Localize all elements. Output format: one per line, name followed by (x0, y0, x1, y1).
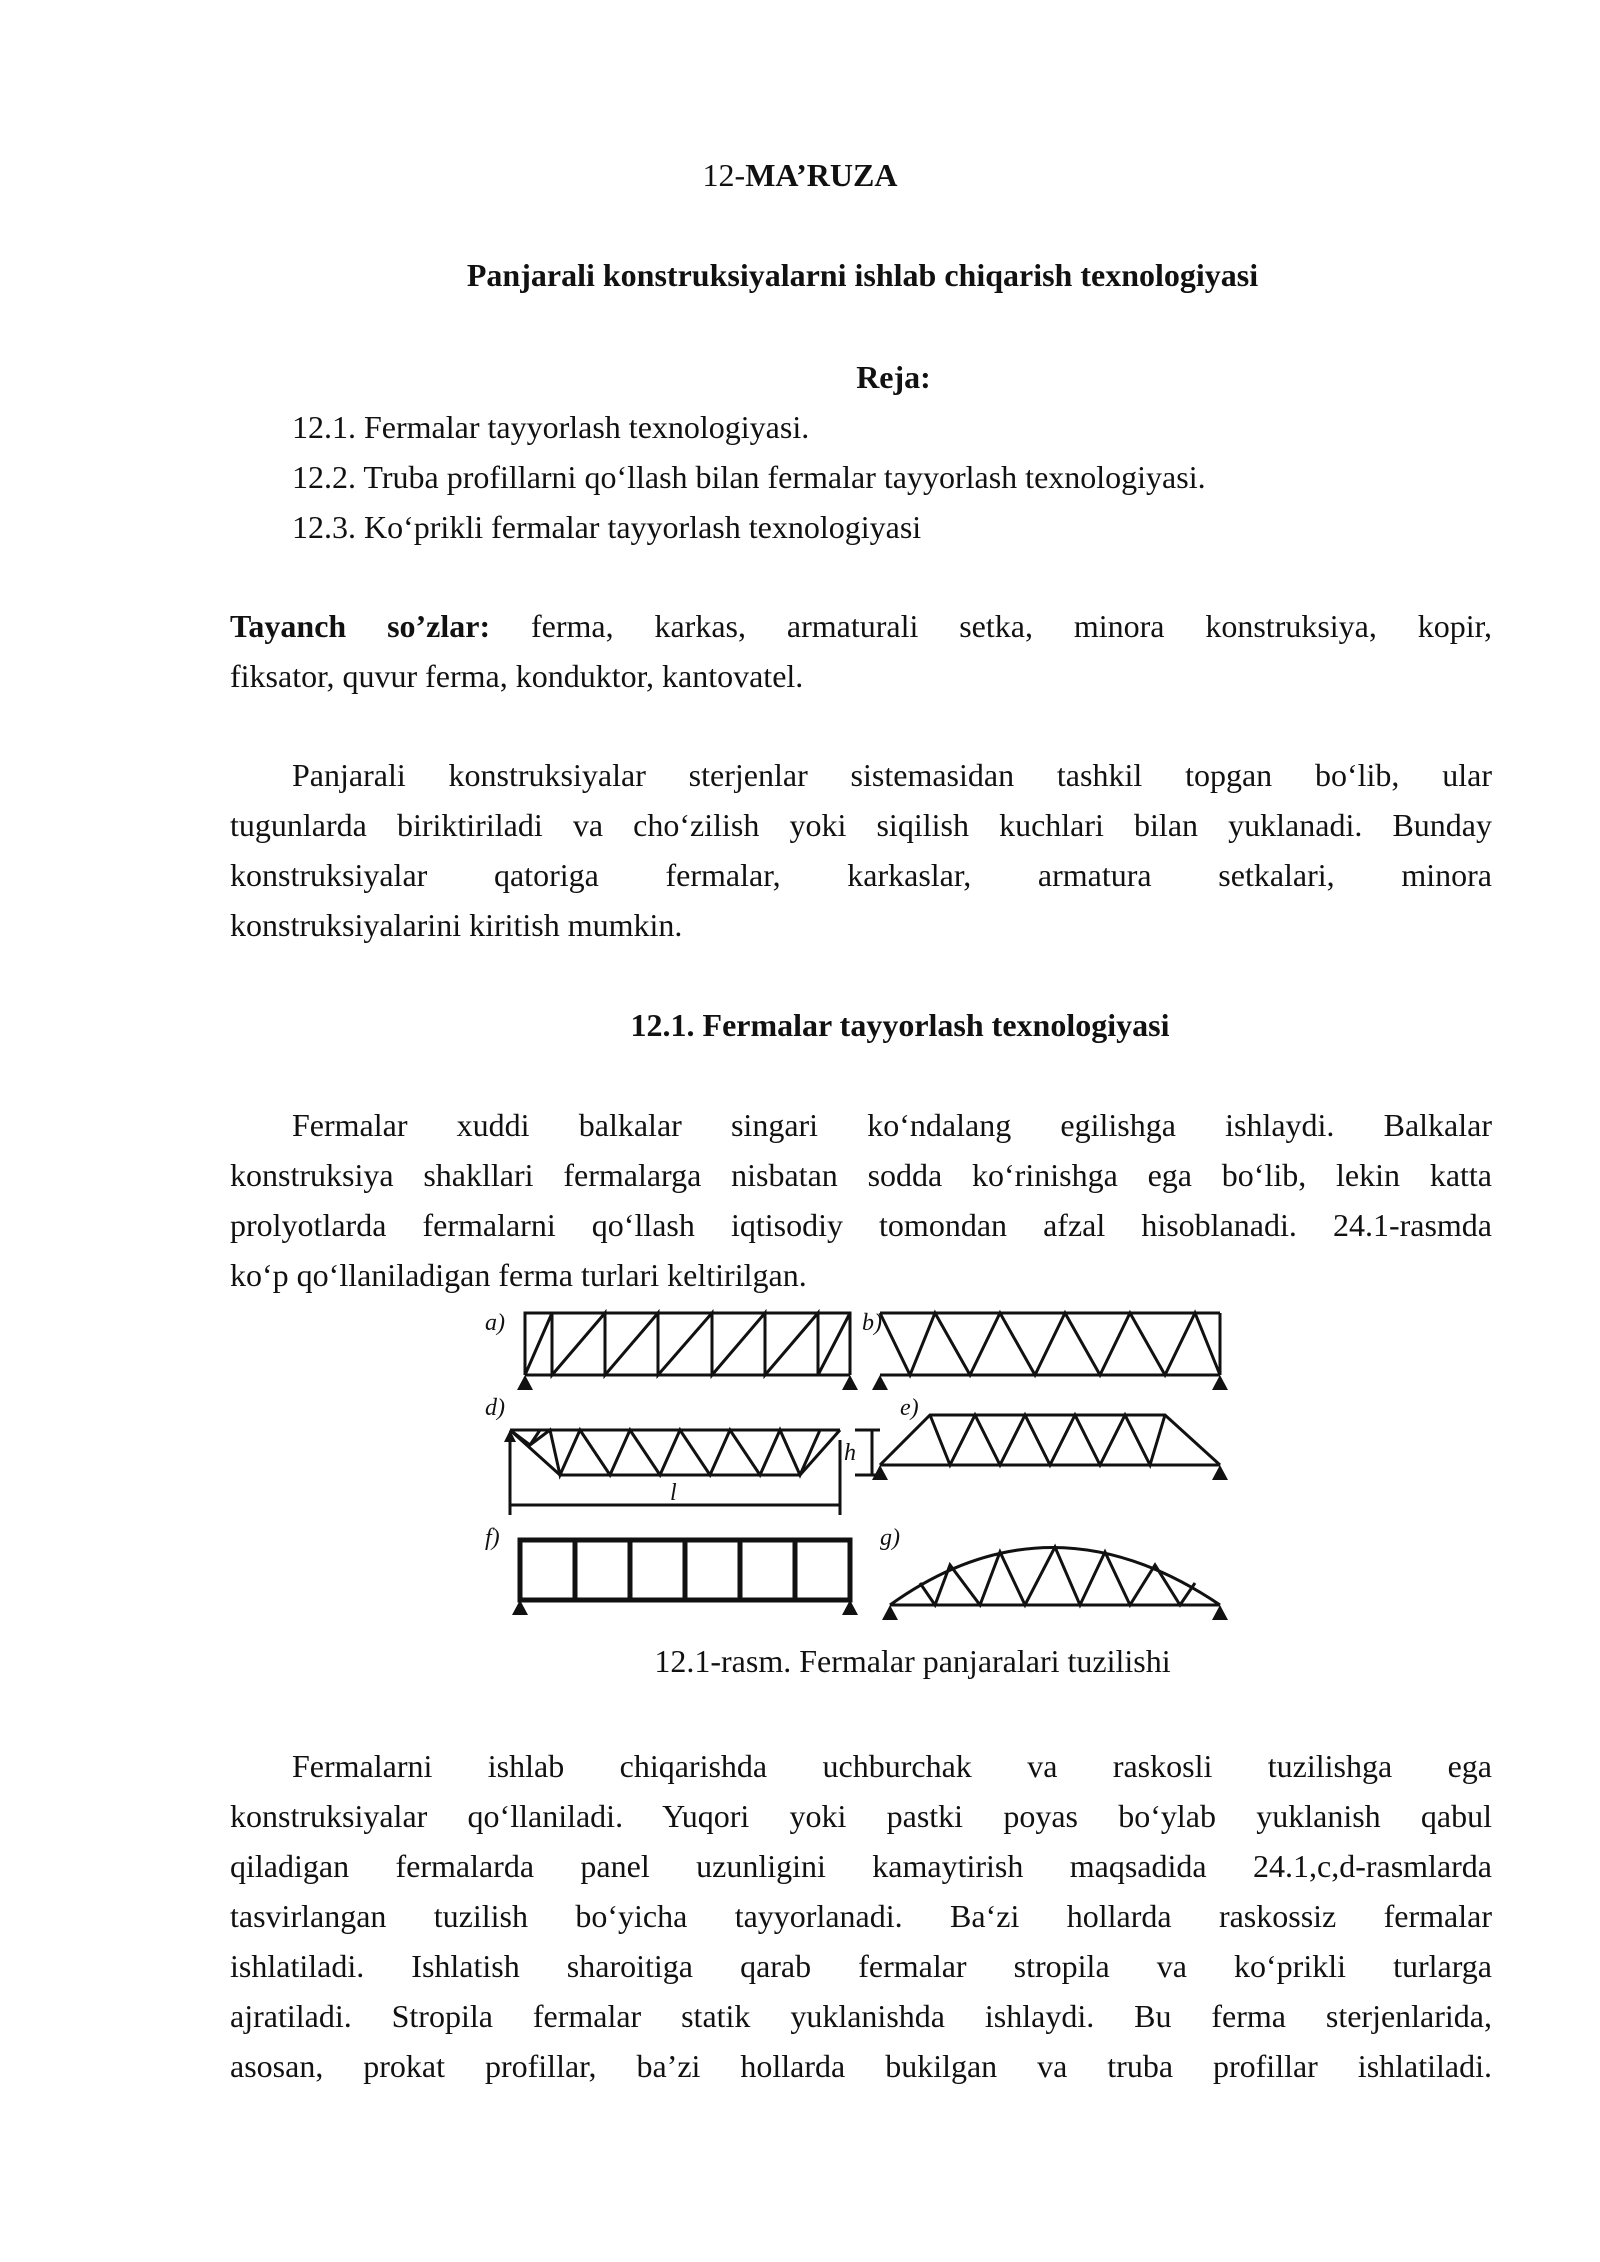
figure-label-a: a) (485, 1310, 505, 1336)
section-heading: 12.1. Fermalar tayyorlash texnologiyasi (630, 1007, 1170, 1043)
lecture-title (0, 150, 1600, 200)
section-paragraph (230, 1100, 1492, 1300)
truss-f (485, 1525, 858, 1615)
figure-caption: 12.1-rasm. Fermalar panjaralari tuzilishi (654, 1643, 1171, 1679)
paragraph-line: ko‘p qo‘llaniladigan ferma turlari keltirilgan. (230, 1257, 807, 1293)
paragraph-line: konstruksiyalar qo‘llaniladi. Yuqori yoki pastki poyas bo‘ylab yuklanish qabul (230, 1798, 1492, 1834)
figure-label-d: d) (485, 1395, 505, 1421)
paragraph-line: ajratiladi. Stropila fermalar statik yuklanishda ishlaydi. Bu ferma sterjenlarida, (230, 1998, 1492, 2034)
plan-item: 12.3. Ko‘prikli fermalar tayyorlash texnologiyasi (292, 509, 922, 545)
keywords-line: fiksator, quvur ferma, konduktor, kantovatel. (230, 658, 804, 694)
truss-types-figure (480, 1300, 1240, 1630)
figure-label-g: g) (880, 1525, 900, 1551)
figure-label-l: l (670, 1480, 677, 1506)
figure-label-f: f) (485, 1525, 500, 1551)
paragraph-line: Panjarali konstruksiyalar sterjenlar sistemasidan tashkil topgan bo‘lib, ular (292, 757, 1492, 793)
document-title: Panjarali konstruksiyalarni ishlab chiqarish texnologiyasi (466, 257, 1259, 293)
figure-label-h: h (844, 1440, 856, 1466)
paragraph-line: Fermalar xuddi balkalar singari ko‘ndalang egilishga ishlaydi. Balkalar (292, 1107, 1492, 1143)
keywords-text: ferma, karkas, armaturali setka, minora konstruksiya, kopir, (490, 608, 1493, 644)
intro-paragraph (230, 750, 1492, 950)
paragraph-line: ishlatiladi. Ishlatish sharoitiga qarab fermalar stropila va ko‘prikli turlarga (230, 1948, 1492, 1984)
truss-g (880, 1525, 1228, 1620)
paragraph-line: qiladigan fermalarda panel uzunligini kamaytirish maqsadida 24.1,c,d-rasmlarda (230, 1848, 1492, 1884)
plan-heading: Reja: (856, 359, 931, 395)
paragraph-line: prolyotlarda fermalarni qo‘llash iqtisodiy tomondan afzal hisoblanadi. 24.1-rasmda (230, 1207, 1492, 1243)
truss-e (872, 1395, 1228, 1480)
truss-b (862, 1310, 1228, 1390)
truss-a (485, 1310, 858, 1390)
keywords-label: Tayanch so’zlar: (230, 608, 491, 644)
truss-d (485, 1395, 880, 1515)
figure-label-b: b) (862, 1310, 882, 1336)
plan-item: 12.2. Truba profillarni qo‘llash bilan fermalar tayyorlash texnologiyasi. (292, 459, 1206, 495)
paragraph-line: asosan, prokat profillar, ba’zi hollarda bukilgan va truba profillar ishlatiladi. (230, 2048, 1492, 2084)
lecture-label: MA’RUZA (745, 157, 898, 193)
keywords-block (230, 601, 1492, 701)
paragraph-line: Fermalarni ishlab chiqarishda uchburchak va raskosli tuzilishga ega (292, 1748, 1492, 1784)
figure-label-e: e) (900, 1395, 919, 1421)
plan-item: 12.1. Fermalar tayyorlash texnologiyasi. (292, 409, 810, 445)
lecture-number: 12- (702, 157, 746, 193)
paragraph-line: tasvirlangan tuzilish bo‘yicha tayyorlanadi. Ba‘zi hollarda raskossiz fermalar (230, 1898, 1492, 1934)
paragraph-line: tugunlarda biriktiriladi va cho‘zilish yoki siqilish kuchlari bilan yuklanadi. Bunday (230, 807, 1492, 843)
final-paragraph (230, 1741, 1492, 2091)
paragraph-line: konstruksiyalar qatoriga fermalar, karkaslar, armatura setkalari, minora (230, 857, 1492, 893)
keywords-line (230, 601, 1492, 651)
plan-list (292, 402, 1492, 552)
paragraph-line: konstruksiyalarini kiritish mumkin. (230, 907, 683, 943)
paragraph-line: konstruksiya shakllari fermalarga nisbatan sodda ko‘rinishga ega bo‘lib, lekin katta (230, 1157, 1492, 1193)
